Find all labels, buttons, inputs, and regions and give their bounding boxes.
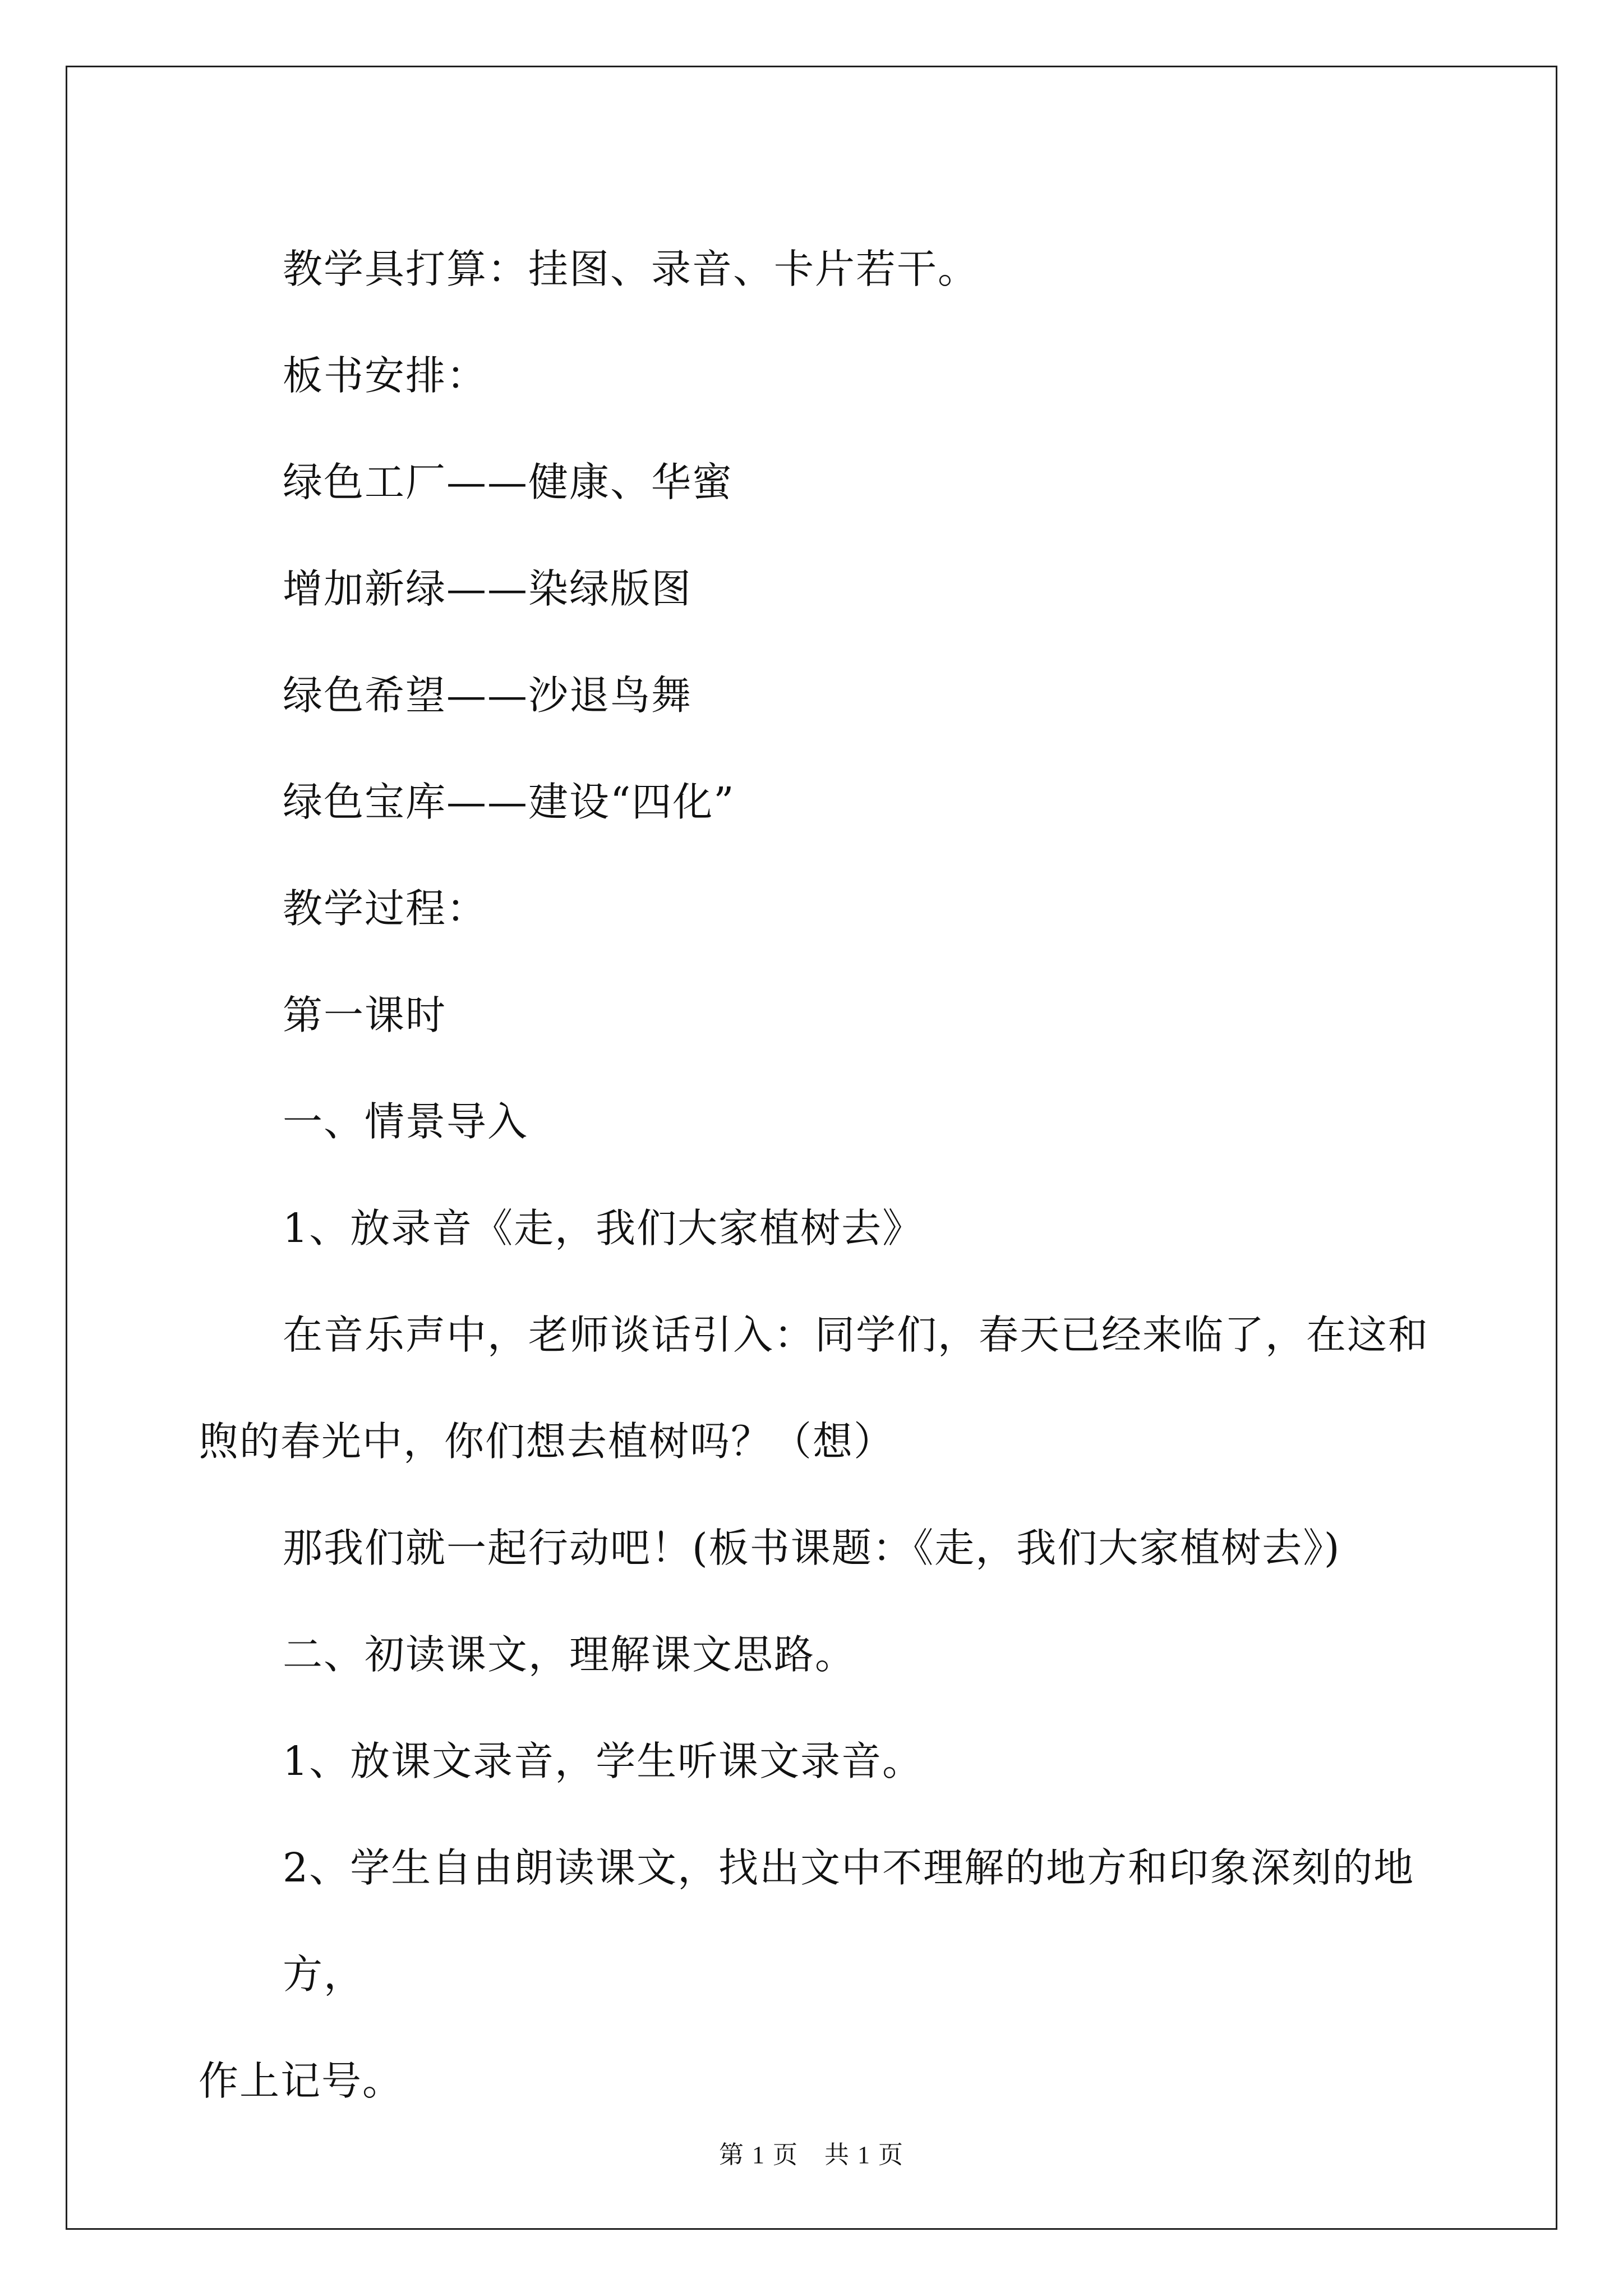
paragraph-music-intro-line-2: 煦的春光中，你们想去植树吗？（想） [199, 1418, 895, 1465]
paragraph-music-intro-line-1: 在音乐声中，老师谈话引入：同学们，春天已经来临了，在这和 [283, 1312, 1430, 1358]
paragraph-board-line-3: 绿色希望——沙退鸟舞 [283, 672, 693, 719]
paragraph-music-intro [199, 1282, 1432, 1495]
paragraph-board-line-4: 绿色宝库——建设“四化” [283, 779, 735, 825]
paragraph-free-reading-line-1: 2、学生自由朗读课文，找出文中不理解的地方和印象深刻的地方， [283, 1844, 1415, 1998]
paragraph-act-together: 那我们就一起行动吧！(板书课题：《走，我们大家植树去》) [283, 1525, 1341, 1571]
paragraph-teaching-aids: 教学具打算：挂图、录音、卡片若干。 [283, 246, 979, 292]
document-body [199, 216, 1432, 2134]
paragraph-first-lesson: 第一课时 [283, 992, 447, 1038]
paragraph-board-line-2: 增加新绿——染绿版图 [283, 565, 693, 612]
paragraph-free-reading [199, 1815, 1432, 2134]
paragraph-free-reading-line-2: 作上记号。 [199, 2058, 404, 2104]
page-footer: 第 1 页 共 1 页 [719, 2141, 904, 2169]
paragraph-process-heading: 教学过程： [283, 885, 488, 932]
paragraph-play-recording: 1、放录音《走，我们大家植树去》 [283, 1205, 924, 1251]
paragraph-blackboard-heading: 板书安排： [283, 352, 488, 399]
paragraph-listen-recording: 1、放课文录音，学生听课文录音。 [283, 1738, 924, 1784]
paragraph-board-line-1: 绿色工厂——健康、华蜜 [283, 459, 734, 505]
paragraph-section-one: 一、情景导入 [283, 1098, 529, 1145]
paragraph-section-two: 二、初读课文，理解课文思路。 [283, 1631, 856, 1678]
